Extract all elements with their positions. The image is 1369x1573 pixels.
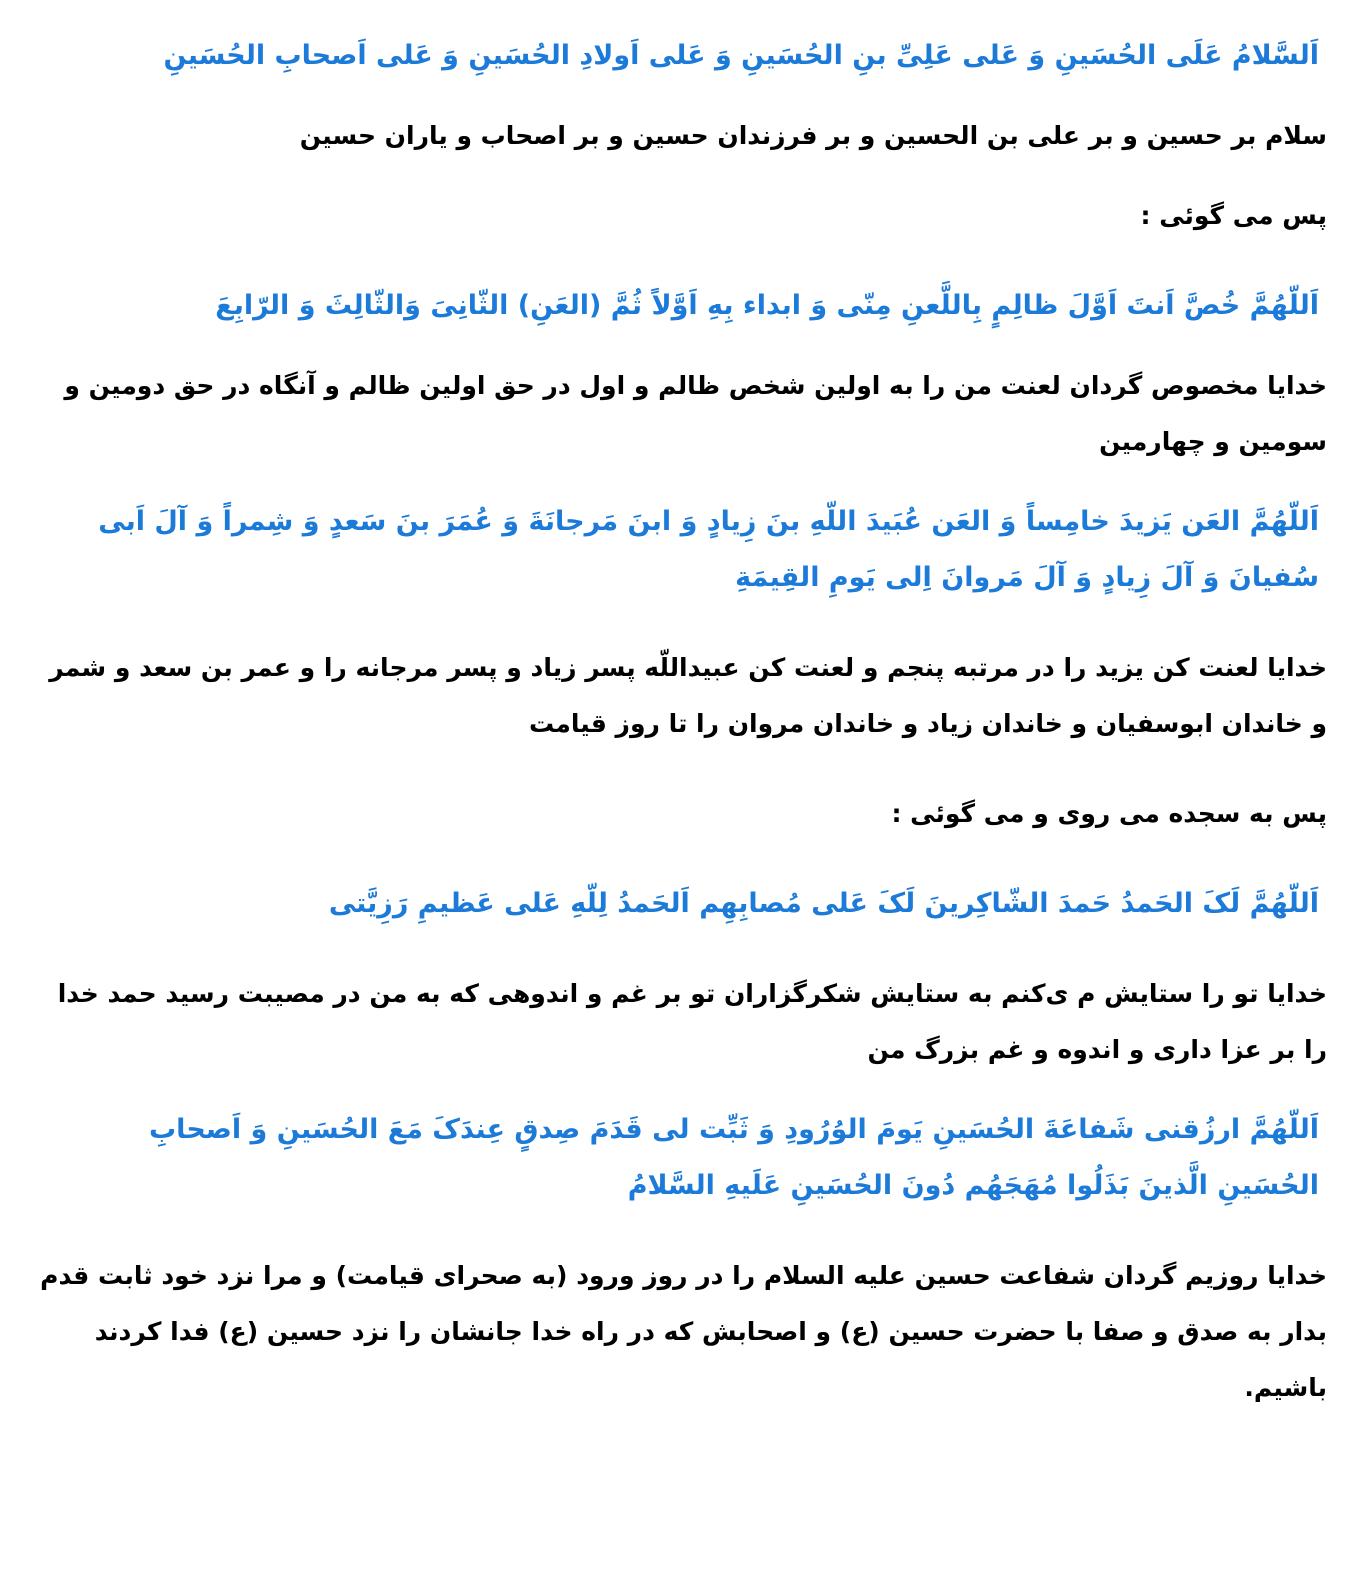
arabic-curse-first: اَللّهُمَّ خُصَّ اَنتَ اَوَّلَ ظالِمٍ بِاللَّعنِ مِنّی وَ ابداء بِهِ اَوَّلاً ثُمَّ (العَنِ) الثّانِیَ وَالثّالِثَ وَ الرّابِعَ [215,290,1319,321]
persian-translation-intercession: خدایا روزیم گردان شفاعت حسین علیه السلام را در روز ورود (به صحرای قیامت) و مرا نزد خود ثابت قدم بدار به صدق و صفا با حضرت حسین (ع) و اصحابش که در راه خدا جانشان را نزد حسین (ع) فدا کردند باشیم. [40,1261,1327,1402]
instruction-then-say: پس می گوئی : [1140,201,1327,230]
arabic-intercession: اَللّهُمَّ ارزُقنی شَفاعَةَ الحُسَینِ یَومَ الوُرُودِ وَ ثَبِّت لی قَدَمَ صِدقٍ عِندَکَ مَعَ الحُسَینِ وَ اَصحابِ الحُسَینِ الَّذینَ بَذَلُوا مُهَجَهُم دُونَ الحُسَینِ عَلَیهِ السَّلامُ [149,1114,1319,1201]
persian-translation-praise: خدایا تو را ستایش م ی‌کنم به ستایش شکرگزاران تو بر غم و اندوهی که به من در مصیبت رسید حمد خدا را بر عزا داری و اندوه و غم بزرگ من [57,979,1327,1064]
instruction-prostrate: پس به سجده می روی و می گوئی : [891,799,1327,828]
arabic-salutation: اَلسَّلامُ عَلَى الحُسَینِ وَ عَلى عَلِیِّ بنِ الحُسَینِ وَ عَلى اَولادِ الحُسَینِ وَ عَلى اَصحابِ الحُسَینِ [163,40,1319,71]
persian-translation-curse-first: خدایا مخصوص گردان لعنت من را به اولین شخص ظالم و اول در حق اولین ظالم و آنگاه در حق دومین و سومین و چهارمین [64,371,1327,456]
arabic-praise: اَللّهُمَّ لَکَ الحَمدُ حَمدَ الشّاکِرینَ لَکَ عَلى مُصابِهِم اَلحَمدُ لِلّهِ عَلى عَظیمِ رَزِیَّتی [328,888,1319,919]
persian-translation-salutation: سلام بر حسین و بر علی بن الحسین و بر فرزندان حسین و بر اصحاب و یاران حسین [299,121,1327,150]
persian-translation-curse-fifth: خدایا لعنت کن یزید را در مرتبه پنجم و لعنت کن عبیداللّه پسر زیاد و پسر مرجانه را و عمر بن سعد و شمر و خاندان ابوسفیان و خاندان زیاد و خاندان مروان را تا روز قیامت [49,653,1327,738]
arabic-curse-fifth: اَللّهُمَّ العَن یَزیدَ خامِساً وَ العَن عُبَیدَ اللّهِ بنَ زِیادٍ وَ ابنَ مَرجانَةَ وَ عُمَرَ بنَ سَعدٍ وَ شِمراً وَ آلَ اَبی سُفیانَ وَ آلَ زِیادٍ وَ آلَ مَروانَ اِلی یَومِ القِیمَةِ [98,506,1319,593]
